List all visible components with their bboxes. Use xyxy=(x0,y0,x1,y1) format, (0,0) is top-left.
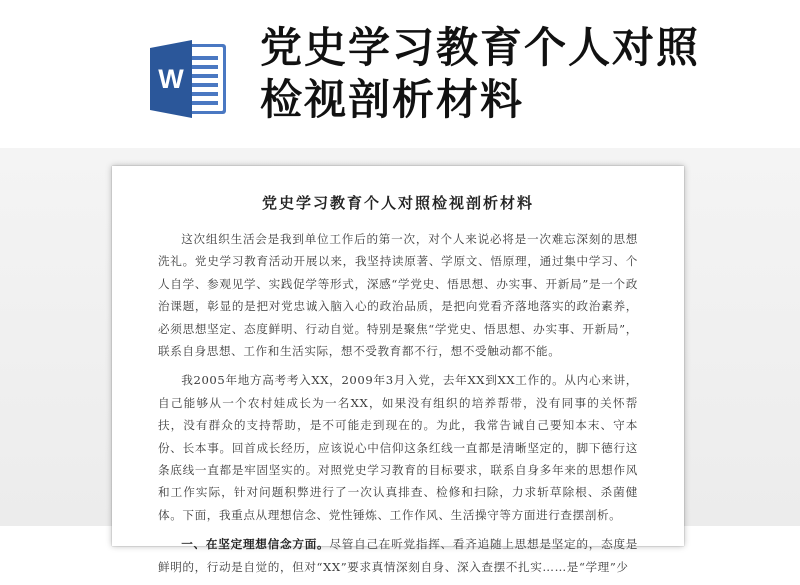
word-document-icon xyxy=(146,36,230,122)
paragraph-section-one xyxy=(158,533,638,578)
paragraph-background: 我2005年地方高考考入XX，2009年3月入党，去年XX到XX工作的。从内心来讲，自己能够从一个农村娃成长为一名XX，如果没有组织的培养帮带，没有同事的关怀帮扶，没有群众的支持帮助，是不可能走到现在的。为此，我常告诫自己要知本末、守本份、长本事。回首成长经历，应该说心中信仰这条红线一直都是清晰坚定的，脚下德行这条底线一直都是牢固坚实的。对照党史学习教育的目标要求，联系自身多年来的思想作风和工作实际，针对问题积弊进行了一次认真排查、检修和扫除，力求斩草除根、杀菌健体。下面，我重点从理想信念、党性锤炼、工作作风、生活操守等方面进行查摆剖析。 xyxy=(158,373,638,522)
page-title: 党史学习教育个人对照检视剖析材料 xyxy=(260,23,701,124)
section-text: 尽管自己在听党指挥、看齐追随上思想是坚定的，态度是鲜明的，行动是自觉的，但对“XX”要求真情深刻自身、深入查摆不扎实……是“学理”少 xyxy=(158,537,638,574)
section-heading: 一、在坚定理想信念方面。 xyxy=(181,537,330,552)
document-page xyxy=(112,166,684,574)
document-body xyxy=(158,228,638,585)
word-icon-letter: W xyxy=(158,64,184,94)
paragraph-intro: 这次组织生活会是我到单位工作后的第一次，对个人来说必将是一次难忘深刻的思想洗礼。党史学习教育活动开展以来，我坚持读原著、学原文、悟原理，通过集中学习、个人自学、参观见学、实践促学等形式，深感“学党史、悟思想、办实事、开新局”是一个政治课题，彰显的是把对党忠诚入脑入心的政治品质，是把向党看齐落地落实的政治素养，必须思想坚定、态度鲜明、行动自觉。特别是聚焦“学党史、悟思想、办实事、开新局”，联系自身思想、工作和生活实际，想不受教育都不行，想不受触动都不能。 xyxy=(158,232,638,359)
document-title: 党史学习教育个人对照检视剖析材料 xyxy=(261,194,534,212)
banner-header xyxy=(0,0,800,150)
